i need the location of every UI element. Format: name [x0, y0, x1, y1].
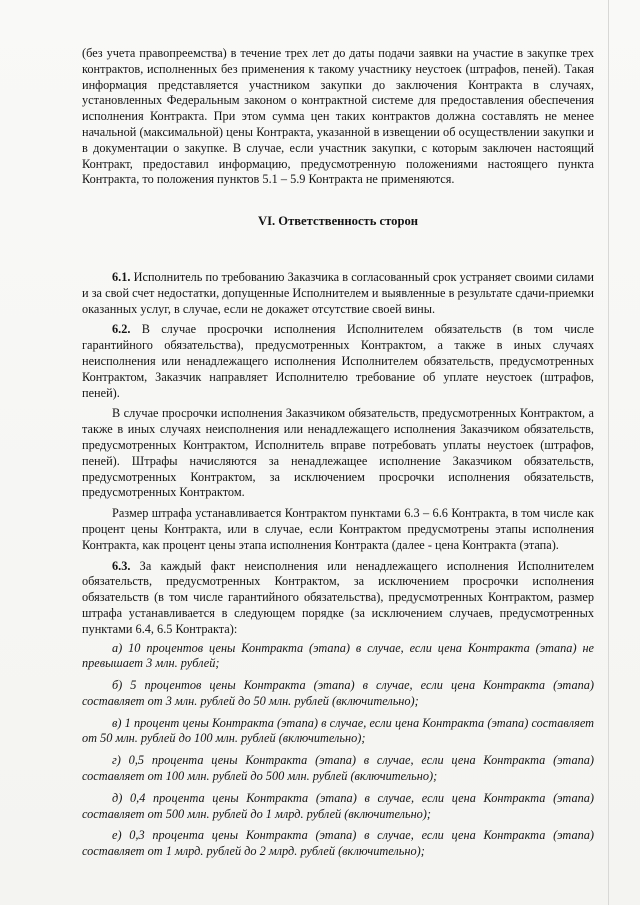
clause-6-1-number: 6.1. — [112, 269, 131, 284]
fine-item-f: е) 0,3 процента цены Контракта (этапа) в случае, если цена Контракта (этапа) составляет от 1 млрд. рублей до 2 млрд. рублей (включительно); — [82, 828, 594, 859]
document-body — [82, 46, 594, 860]
clause-6-3-text: За каждый факт неисполнения или ненадлежащего исполнения Исполнителем обязательств, предусмотренных Контрактом, за исключением просрочки исполнения обязательств (в том числе гарантийного обязательства), предусмотренных Контрактом, размер штрафа устанавливается в следующем порядке (за исключением случаев, предусмотренных пунктами 6.4, 6.5 Контракта): — [82, 558, 594, 636]
fine-item-a: а) 10 процентов цены Контракта (этапа) в случае, если цена Контракта (этапа) не превышает 3 млн. рублей; — [82, 640, 594, 671]
fine-item-c: в) 1 процент цены Контракта (этапа) в случае, если цена Контракта (этапа) составляет от 50 млн. рублей до 100 млн. рублей (включительно); — [82, 715, 594, 746]
fine-item-b: б) 5 процентов цены Контракта (этапа) в случае, если цена Контракта (этапа) составляет от 3 млн. рублей до 50 млн. рублей (включительно); — [82, 678, 594, 708]
section-title: VI. Ответственность сторон — [257, 214, 419, 229]
clause-6-2 — [82, 322, 594, 401]
intro-paragraph: (без учета правопреемства) в течение трех лет до даты подачи заявки на участие в закупке трех контрактов, исполненных без применения к такому участнику неустоек (штрафов, пеней). Такая информация представляется участником закупки до заключения Контракта в случаях, установленных Федеральным законом о контрактной системе для предоставления обеспечения исполнения Контракта. При этом сумма цен таких контрактов должна составлять не менее начальной (максимальной) цены Контракта, указанной в извещении об осуществлении закупки и в документации о закупке. В случае, если участник закупки, с которым заключен настоящий Контракт, предоставил информацию, предусмотренную положениями настоящего пункта Контракта, то положения пунктов 5.1 – 5.9 Контракта не применяются. — [82, 46, 594, 187]
page-edge-line — [608, 0, 609, 905]
fine-item-d: г) 0,5 процента цены Контракта (этапа) в случае, если цена Контракта (этапа) составляет от 100 млн. рублей до 500 млн. рублей (включительно); — [82, 753, 594, 784]
customer-delay-paragraph: В случае просрочки исполнения Заказчиком обязательств, предусмотренных Контрактом, а также в иных случаях неисполнения или ненадлежащего исполнения Заказчиком обязательств, предусмотренных Контрактом, Исполнитель вправе потребовать уплаты неустоек (штрафов, пеней). Штрафы начисляются за ненадлежащее исполнение Заказчиком обязательств, предусмотренных Контрактом, за исключением просрочки исполнения обязательств, предусмотренных Контрактом. — [82, 406, 594, 500]
clause-6-1-text: Исполнитель по требованию Заказчика в согласованный срок устраняет своими силами и за свой счет недостатки, допущенные Исполнителем и выявленные в результате сдачи-приемки оказанных услуг, в случае, если не докажет отсутствие своей вины. — [82, 269, 594, 316]
fine-amount-paragraph: Размер штрафа устанавливается Контрактом пунктами 6.3 – 6.6 Контракта, в том числе как процент цены Контракта, или в случае, если Контрактом предусмотрены этапы исполнения Контракта, как процент цены этапа исполнения Контракта (далее - цена Контракта (этапа). — [82, 506, 594, 552]
fine-item-e: д) 0,4 процента цены Контракта (этапа) в случае, если цена Контракта (этапа) составляет от 500 млн. рублей до 1 млрд. рублей (включительно); — [82, 790, 594, 821]
clause-6-3-number: 6.3. — [112, 558, 131, 573]
clause-6-2-text: В случае просрочки исполнения Исполнителем обязательств (в том числе гарантийного обязательства), предусмотренных Контрактом, а также в иных случаях неисполнения или ненадлежащего исполнения Исполнителем обязательств, предусмотренных Контрактом, Заказчик направляет Исполнителю требование об уплате неустоек (штрафов, пеней). — [82, 322, 594, 400]
clause-6-3 — [82, 559, 594, 638]
clause-6-1 — [82, 270, 594, 317]
clause-6-2-number: 6.2. — [112, 322, 131, 337]
